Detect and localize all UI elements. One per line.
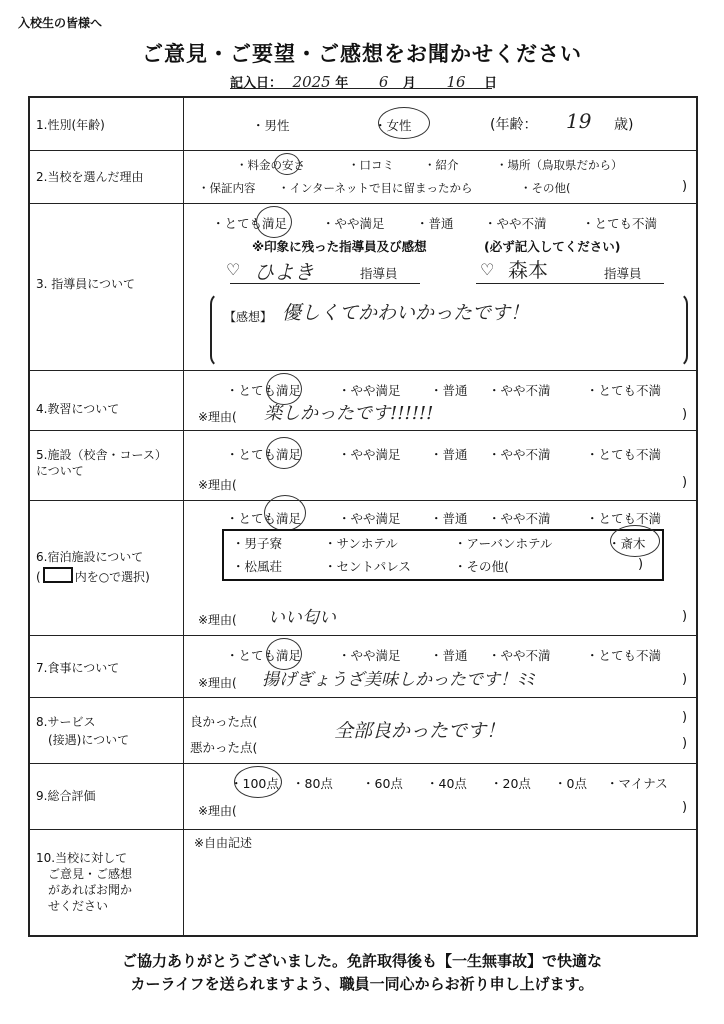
reason-label: ※理由( bbox=[198, 804, 237, 818]
option-male[interactable]: ・男性 bbox=[252, 118, 290, 133]
lodging-saint-palace[interactable]: ・セントパレス bbox=[324, 559, 411, 574]
date-label: 記入日： bbox=[230, 76, 283, 91]
good-points-text[interactable]: 全部良かったです！ bbox=[334, 720, 506, 742]
reason-text[interactable]: いい匂い bbox=[268, 608, 336, 628]
option-very-dissatisfied[interactable]: ・とても不満 bbox=[586, 648, 662, 663]
selection-circle bbox=[234, 766, 282, 798]
age-label: (年齢： bbox=[490, 117, 538, 133]
reason-text[interactable]: 揚げぎょうざ美味しかったです！ﾐﾐ bbox=[262, 670, 534, 690]
option-word-of-mouth[interactable]: ・口コミ bbox=[348, 158, 394, 172]
q3-label: 3. 指導員について bbox=[36, 277, 136, 291]
row-free-comment bbox=[30, 830, 696, 935]
q10-label-line4: せください bbox=[48, 899, 109, 913]
option-female[interactable]: ・女性 bbox=[374, 118, 412, 133]
lodging-sun-hotel[interactable]: ・サンホテル bbox=[324, 536, 398, 551]
divider bbox=[183, 204, 184, 370]
date-year: 2025 bbox=[292, 73, 331, 91]
score-100[interactable]: ・100点 bbox=[230, 776, 279, 791]
option-very-satisfied[interactable]: ・とても満足 bbox=[226, 511, 302, 526]
q4-label: 4.教習について bbox=[36, 402, 120, 416]
heart-icon: ♡ bbox=[226, 260, 241, 279]
option-somewhat-dissatisfied[interactable]: ・やや不満 bbox=[488, 447, 551, 462]
close-paren: ) bbox=[682, 800, 688, 815]
divider bbox=[183, 501, 184, 635]
option-somewhat-satisfied[interactable]: ・やや満足 bbox=[338, 511, 401, 526]
q7-label: 7.食事について bbox=[36, 661, 120, 675]
option-somewhat-satisfied[interactable]: ・やや満足 bbox=[338, 447, 401, 462]
q5-label: 5.施設（校舎・コース）について bbox=[36, 448, 167, 478]
close-paren: ) bbox=[682, 710, 688, 725]
instructor-note-required: (必ず記入してください) bbox=[484, 239, 621, 254]
free-comment-label: ※自由記述 bbox=[194, 836, 253, 850]
option-very-satisfied[interactable]: ・とても満足 bbox=[226, 447, 302, 462]
divider bbox=[183, 431, 184, 500]
date-year-unit: 年 bbox=[335, 76, 349, 91]
score-40[interactable]: ・40点 bbox=[426, 776, 467, 791]
divider bbox=[183, 98, 184, 150]
divider bbox=[183, 151, 184, 203]
impression-text[interactable]: 優しくてかわいかったです！ bbox=[282, 302, 530, 324]
q1-label: 1.性別(年齢) bbox=[36, 118, 105, 132]
selection-circle bbox=[266, 437, 302, 469]
option-very-satisfied[interactable]: ・とても満足 bbox=[212, 216, 288, 231]
option-somewhat-dissatisfied[interactable]: ・やや不満 bbox=[488, 648, 551, 663]
selection-circle bbox=[378, 107, 430, 139]
score-minus[interactable]: ・マイナス bbox=[606, 776, 668, 791]
name-underline bbox=[230, 283, 420, 284]
option-very-dissatisfied[interactable]: ・とても不満 bbox=[586, 383, 662, 398]
q10-label: 10.当校に対して bbox=[36, 851, 128, 865]
score-80[interactable]: ・80点 bbox=[292, 776, 333, 791]
footer-line-1: ご協力ありがとうございました。免許取得後も【一生無事故】で快適な bbox=[121, 952, 602, 970]
option-guarantee[interactable]: ・保証内容 bbox=[198, 181, 256, 195]
divider bbox=[183, 636, 184, 697]
q6-sublabel-open: ( bbox=[36, 570, 41, 584]
selection-circle bbox=[264, 495, 306, 531]
divider bbox=[183, 764, 184, 829]
close-paren: ) bbox=[682, 609, 688, 624]
option-neutral[interactable]: ・普通 bbox=[430, 648, 468, 663]
row-service bbox=[30, 698, 696, 764]
close-paren: ) bbox=[682, 736, 688, 751]
row-facilities bbox=[30, 431, 696, 501]
date-month-unit: 月 bbox=[402, 76, 416, 91]
option-neutral[interactable]: ・普通 bbox=[430, 447, 468, 462]
option-somewhat-dissatisfied[interactable]: ・やや不満 bbox=[484, 216, 547, 231]
q8-label: 8.サービス bbox=[36, 715, 96, 729]
option-somewhat-satisfied[interactable]: ・やや満足 bbox=[322, 216, 385, 231]
option-referral[interactable]: ・紹介 bbox=[424, 158, 459, 172]
q6-sublabel bbox=[36, 567, 150, 585]
reason-label: ※理由( bbox=[198, 410, 237, 424]
reason-label: ※理由( bbox=[198, 478, 237, 492]
date-day-unit: 日 bbox=[484, 76, 498, 91]
row-instructor bbox=[30, 204, 696, 371]
date-month: 6 bbox=[378, 73, 389, 91]
row-gender bbox=[30, 98, 696, 151]
option-very-dissatisfied[interactable]: ・とても不満 bbox=[586, 447, 662, 462]
name-underline bbox=[476, 283, 664, 284]
q6-label: 6.宿泊施設について bbox=[36, 550, 144, 564]
impression-label: 【感想】 bbox=[224, 310, 273, 324]
date-day: 16 bbox=[446, 73, 466, 91]
heart-icon: ♡ bbox=[480, 260, 495, 279]
row-lodging bbox=[30, 501, 696, 636]
instructor-note: ※印象に残った指導員及び感想 bbox=[252, 239, 427, 254]
instructor-name-1: ひよき bbox=[254, 260, 314, 284]
close-paren: ) bbox=[682, 407, 688, 422]
option-somewhat-satisfied[interactable]: ・やや満足 bbox=[338, 383, 401, 398]
box-icon bbox=[43, 567, 73, 583]
free-comment-area[interactable] bbox=[190, 852, 690, 930]
option-very-dissatisfied[interactable]: ・とても不満 bbox=[582, 216, 658, 231]
lodging-saiki[interactable]: ・斎木 bbox=[608, 536, 646, 551]
option-price[interactable]: ・料金の安さ bbox=[236, 158, 305, 172]
instructor-suffix-2: 指導員 bbox=[604, 266, 642, 281]
option-neutral[interactable]: ・普通 bbox=[430, 383, 468, 398]
footer-line-2: カーライフを送られますよう、職員一同心からお祈り申し上げます。 bbox=[130, 975, 594, 993]
lodging-options-box bbox=[222, 529, 664, 581]
instructor-suffix-1: 指導員 bbox=[360, 266, 398, 281]
score-20[interactable]: ・20点 bbox=[490, 776, 531, 791]
close-paren: ) bbox=[682, 672, 688, 687]
option-very-satisfied[interactable]: ・とても満足 bbox=[226, 383, 302, 398]
reason-label: ※理由( bbox=[198, 676, 237, 690]
row-meals bbox=[30, 636, 696, 698]
score-60[interactable]: ・60点 bbox=[362, 776, 403, 791]
reason-label: ※理由( bbox=[198, 613, 237, 627]
row-lessons bbox=[30, 371, 696, 431]
age-value: 19 bbox=[566, 109, 592, 133]
divider bbox=[183, 698, 184, 763]
q8-sublabel: (接遇)について bbox=[48, 733, 130, 747]
lodging-urban-hotel[interactable]: ・アーバンホテル bbox=[454, 536, 553, 551]
row-reason bbox=[30, 151, 696, 204]
date-underline bbox=[230, 88, 492, 89]
row-overall bbox=[30, 764, 696, 830]
q6-sublabel-text: 内を○で選択) bbox=[74, 570, 150, 584]
q10-label-line2: ご意見・ご感想 bbox=[48, 867, 133, 881]
lodging-boys-dorm[interactable]: ・男子寮 bbox=[232, 536, 283, 551]
close-paren: ) bbox=[682, 475, 688, 490]
option-very-dissatisfied[interactable]: ・とても不満 bbox=[586, 511, 662, 526]
lodging-shofuso[interactable]: ・松風荘 bbox=[232, 559, 283, 574]
lodging-other[interactable]: ・その他( bbox=[454, 559, 509, 574]
age-unit: 歳) bbox=[614, 117, 634, 133]
close-paren: ) bbox=[682, 179, 688, 194]
score-0[interactable]: ・0点 bbox=[554, 776, 587, 791]
option-internet[interactable]: ・インターネットで目に留まったから bbox=[278, 181, 473, 195]
option-somewhat-dissatisfied[interactable]: ・やや不満 bbox=[488, 511, 551, 526]
selection-circle bbox=[274, 153, 300, 175]
option-very-satisfied[interactable]: ・とても満足 bbox=[226, 648, 302, 663]
option-neutral[interactable]: ・普通 bbox=[430, 511, 468, 526]
reason-text[interactable]: 楽しかったです!!!!!! bbox=[264, 403, 434, 424]
divider bbox=[183, 830, 184, 935]
q10-label-line3: があればお聞か bbox=[48, 883, 133, 897]
addressee: 入校生の皆様へ bbox=[18, 16, 103, 30]
survey-table bbox=[28, 96, 698, 937]
divider bbox=[183, 371, 184, 430]
page-title: ご意見・ご要望・ご感想をお聞かせください bbox=[142, 42, 582, 66]
option-location[interactable]: ・場所（鳥取県だから） bbox=[496, 158, 623, 172]
instructor-name-2: 森本 bbox=[508, 258, 548, 282]
good-points-label: 良かった点( bbox=[190, 714, 258, 729]
selection-circle bbox=[610, 525, 660, 557]
close-paren: ) bbox=[638, 557, 644, 572]
option-other[interactable]: ・その他( bbox=[520, 181, 571, 195]
option-somewhat-dissatisfied[interactable]: ・やや不満 bbox=[488, 383, 551, 398]
selection-circle bbox=[256, 206, 292, 238]
option-somewhat-satisfied[interactable]: ・やや満足 bbox=[338, 648, 401, 663]
q9-label: 9.総合評価 bbox=[36, 789, 96, 803]
bad-points-label: 悪かった点( bbox=[190, 740, 258, 755]
option-neutral[interactable]: ・普通 bbox=[416, 216, 454, 231]
q2-label: 2.当校を選んだ理由 bbox=[36, 170, 144, 184]
